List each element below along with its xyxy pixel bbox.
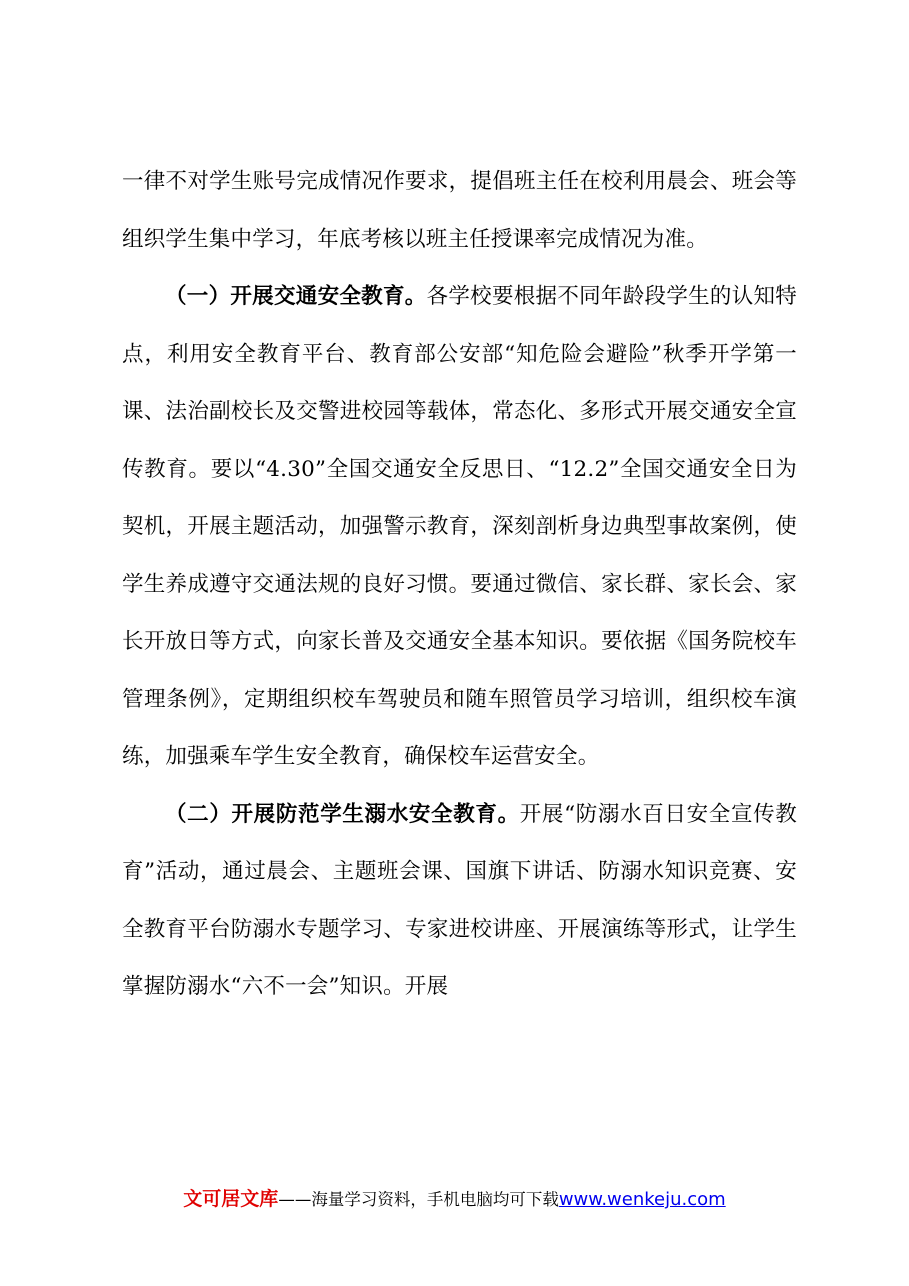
footer-tagline: ——海量学习资料，手机电脑均可下载 <box>278 1190 559 1209</box>
paragraph-text: 开展“防溺水百日安全宣传教育”活动，通过晨会、主题班会课、国旗下讲话、防溺水知识竞赛、安全教育平台防溺水专题学习、专家进校讲座、开展演练等形式，让学生掌握防溺水“六不一会”知识。开展 <box>122 801 798 999</box>
section-heading-drowning-prevention: （二）开展防范学生溺水安全教育。 <box>165 801 520 827</box>
footer-brand: 文可居文库 <box>183 1188 279 1210</box>
document-body <box>122 153 797 1016</box>
paragraph-text: 一律不对学生账号完成情况作要求，提倡班主任在校利用晨会、班会等组织学生集中学习，年底考核以班主任授课率完成情况为准。 <box>122 169 797 252</box>
footer-website-link[interactable]: www.wenkeju.com <box>558 1189 726 1210</box>
paragraph-drowning-prevention <box>122 786 797 1016</box>
paragraph-traffic-safety <box>122 268 797 786</box>
paragraph-continuation <box>122 153 797 268</box>
paragraph-text: 各学校要根据不同年龄段学生的认知特点，利用安全教育平台、教育部公安部“知危险会避险”秋季开学第一课、法治副校长及交警进校园等载体，常态化、多形式开展交通安全宣传教育。要以“4.30”全国交通安全反思日、“12.2”全国交通安全日为契机，开展主题活动，加强警示教育，深刻剖析身边典型事故案例，使学生养成遵守交通法规的良好习惯。要通过微信、家长群、家长会、家长开放日等方式，向家长普及交通安全基本知识。要依据《国务院校车管理条例》，定期组织校车驾驶员和随车照管员学习培训，组织校车演练，加强乘车学生安全教育，确保校车运营安全。 <box>122 284 798 769</box>
section-heading-traffic-safety: （一）开展交通安全教育。 <box>165 284 427 309</box>
page-footer <box>0 1184 909 1211</box>
